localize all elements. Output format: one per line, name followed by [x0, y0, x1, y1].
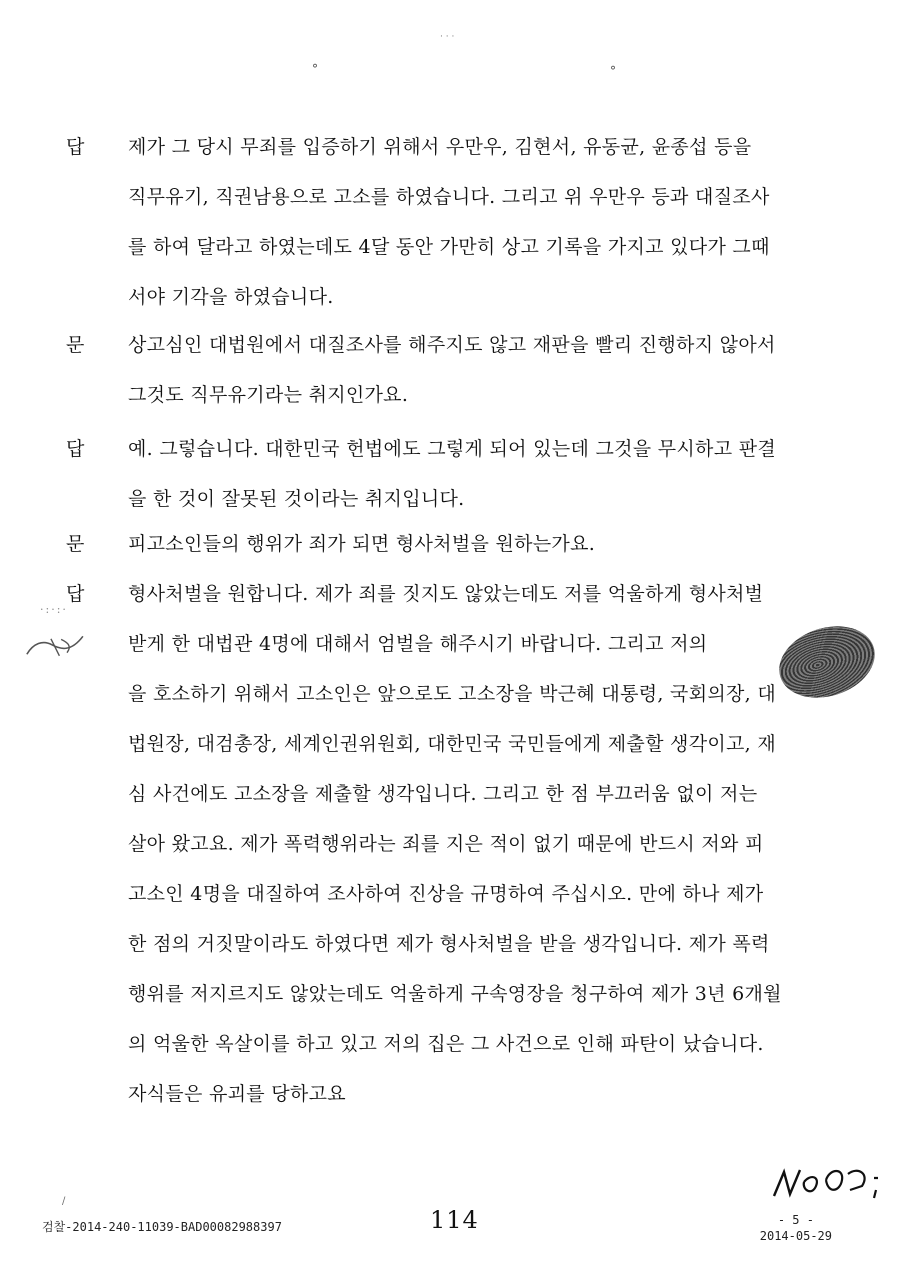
question-text: [128, 320, 840, 420]
footer-meta: [760, 1212, 832, 1244]
text-line: 행위를 저지르지도 않았는데도 억울하게 구속영장을 청구하여 제가 3년 6개월: [128, 983, 782, 1005]
text-line: 예. 그렇습니다. 대한민국 헌법에도 그렇게 되어 있는데 그것을 무시하고 판결: [128, 438, 777, 460]
text-line: 피고소인들의 행위가 죄가 되면 형사처벌을 원하는가요.: [128, 533, 596, 555]
text-line: 제가 그 당시 무죄를 입증하기 위해서 우만우, 김현서, 유동균, 윤종섭 등을: [128, 136, 752, 158]
text-line: 법원장, 대검총장, 세계인권위원회, 대한민국 국민들에게 제출할 생각이고, 재: [128, 733, 777, 755]
scan-mark: °: [610, 64, 616, 78]
text-line: 받게 한 대법관 4명에 대해서 엄벌을 해주시기 바랍니다. 그리고 저의: [128, 633, 708, 655]
text-line: 직무유기, 직권남용으로 고소를 하였습니다. 그리고 위 우만우 등과 대질조사: [128, 186, 770, 208]
answer-marker: 답: [66, 583, 85, 605]
question-text: [128, 519, 840, 569]
text-line: 그것도 직무유기라는 취지인가요.: [128, 384, 409, 406]
text-line: 형사처벌을 원합니다. 제가 죄를 짓지도 않았는데도 저를 억울하게 형사처벌: [128, 583, 764, 605]
text-line: 의 억울한 옥살이를 하고 있고 저의 집은 그 사건으로 인해 파탄이 났습니다.: [128, 1033, 764, 1055]
text-line: 고소인 4명을 대질하여 조사하여 진상을 규명하여 주십시오. 만에 하나 제가: [128, 883, 764, 905]
text-line: 상고심인 대법원에서 대질조사를 해주지도 않고 재판을 빨리 진행하지 않아서: [128, 334, 776, 356]
text-line: 를 하여 달라고 하였는데도 4달 동안 가만히 상고 기록을 가지고 있다가 그때: [128, 236, 770, 258]
text-line: 살아 왔고요. 제가 폭력행위라는 죄를 지은 적이 없기 때문에 반드시 저와 피: [128, 833, 764, 855]
question-marker: 문: [66, 533, 85, 555]
scan-mark: °: [312, 62, 318, 76]
document-date: 2014-05-29: [759, 1229, 832, 1243]
signature-image: [770, 1160, 890, 1204]
page-number: 114: [430, 1206, 479, 1234]
page-sub-number: - 5 -: [777, 1213, 814, 1227]
question-block: [66, 333, 846, 420]
question-block: [66, 532, 846, 569]
text-line: 을 호소하기 위해서 고소인은 앞으로도 고소장을 박근혜 대통령, 국회의장, 대: [128, 683, 777, 705]
stamp-dots: ·:·:·: [40, 603, 68, 616]
answer-marker: 답: [66, 136, 85, 158]
answer-block: [66, 135, 846, 322]
text-line: 심 사건에도 고소장을 제출할 생각입니다. 그리고 한 점 부끄러움 없이 저는: [128, 783, 758, 805]
answer-text: [128, 424, 840, 524]
answer-block: [66, 437, 846, 524]
scan-mark: · · ·: [440, 32, 455, 42]
answer-block: [66, 582, 846, 1119]
text-line: 자식들은 유괴를 당하고요: [128, 1083, 346, 1105]
text-line: 을 한 것이 잘못된 것이라는 취지입니다.: [128, 488, 465, 510]
text-line: 서야 기각을 하였습니다.: [128, 286, 334, 308]
document-id: 검찰-2014-240-11039-BAD00082988397: [42, 1220, 282, 1234]
scan-mark: /: [62, 1196, 66, 1207]
answer-text: [128, 122, 840, 322]
question-marker: 문: [66, 334, 85, 356]
text-line: 한 점의 거짓말이라도 하였다면 제가 형사처벌을 받을 생각입니다. 제가 폭력: [128, 933, 770, 955]
answer-marker: 답: [66, 438, 85, 460]
answer-text: [128, 569, 840, 1119]
